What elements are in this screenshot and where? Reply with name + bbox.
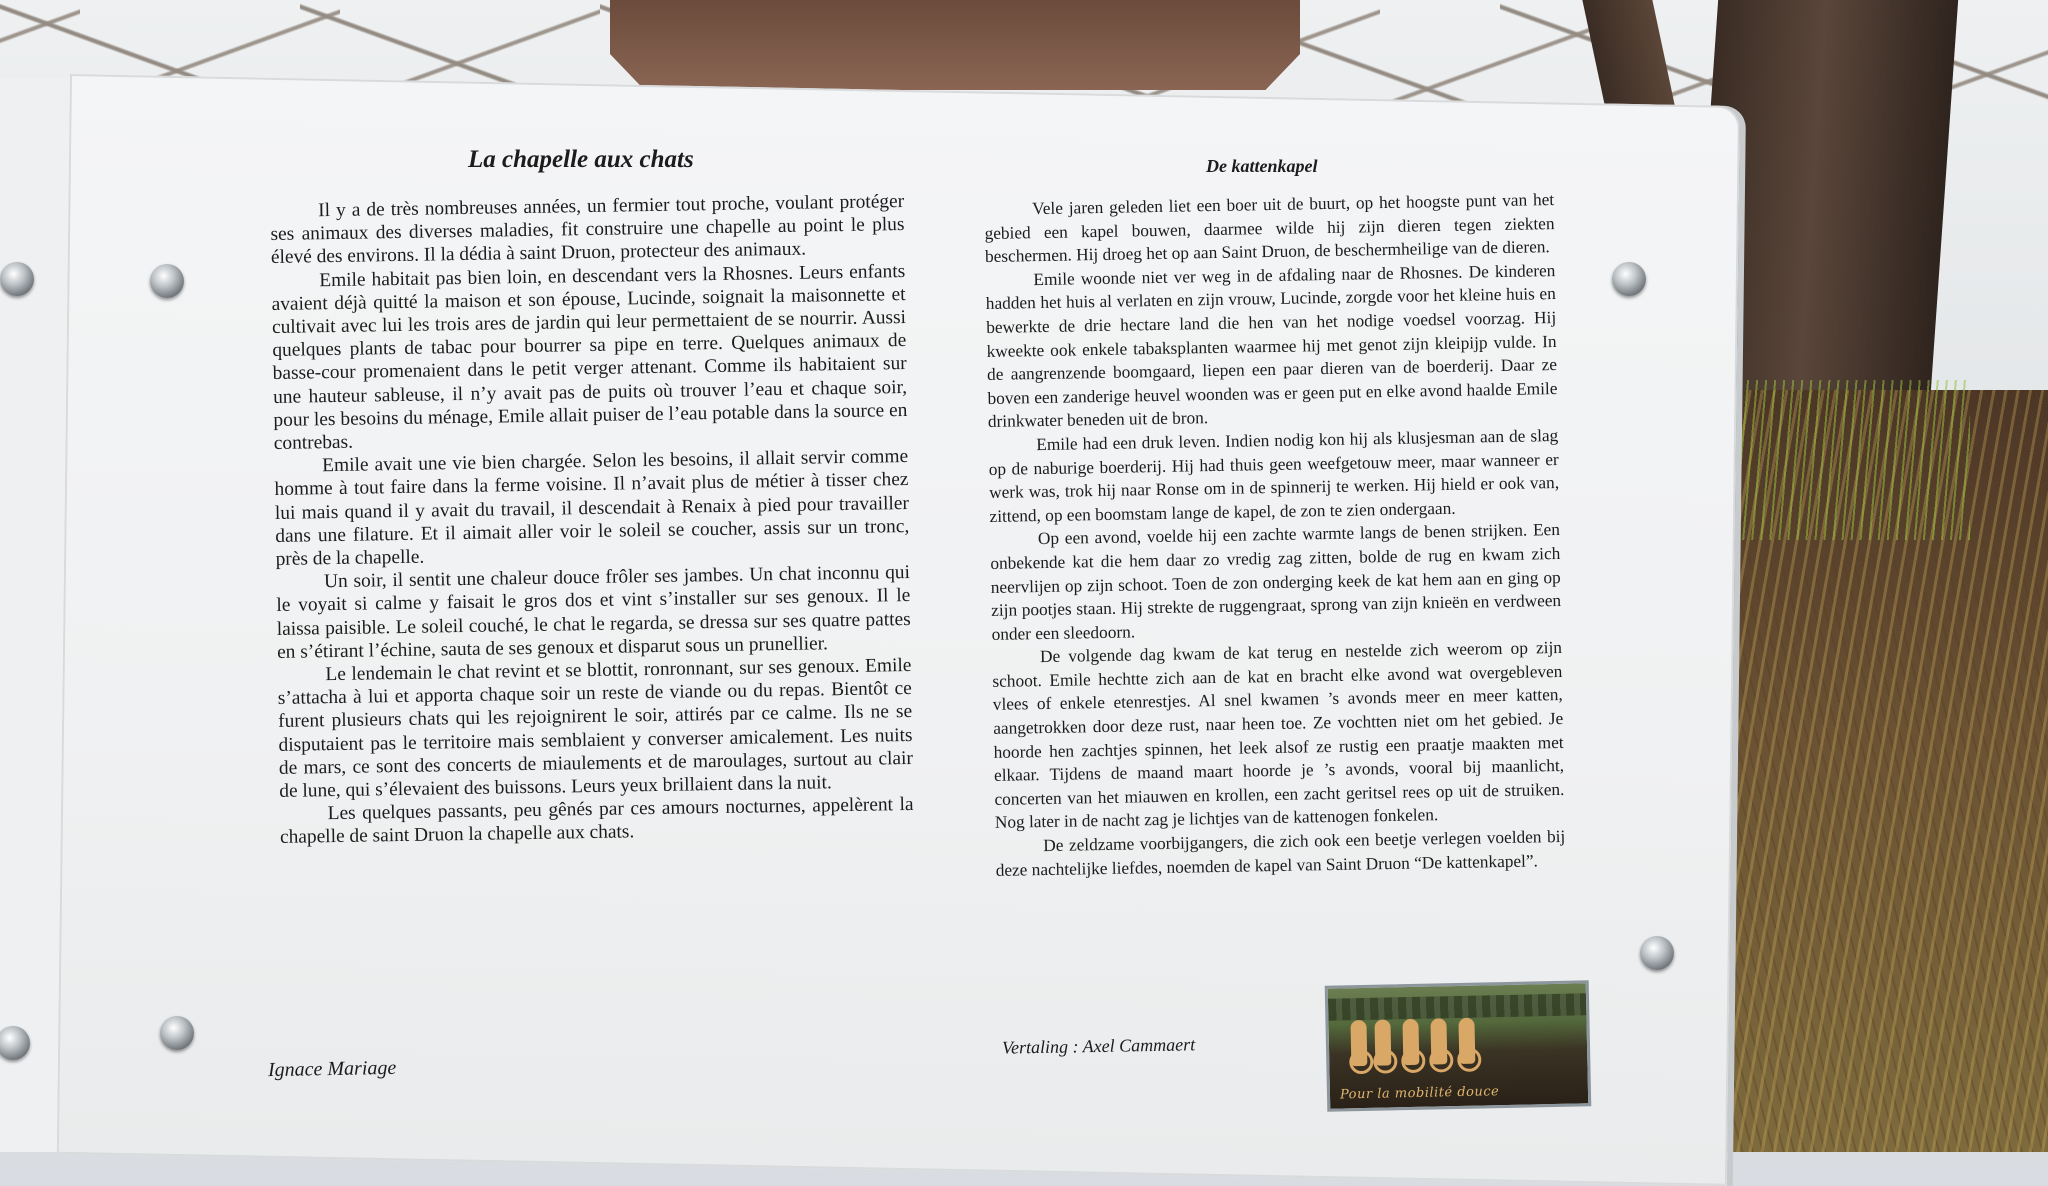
- dutch-paragraph: De volgende dag kwam de kat terug en nestelde zich weerom op zijn schoot. Emile hechtte zich aan de kat en bracht elke avond wat overgebleven vlees of enkele etenrestjes. Al snel kwamen ’s avonds meer en meer katten, aangetrokken door deze rust, naar heen toe. Ze vochtten niet om het gebied. Je hoorde hen zachtjes spinnen, het leek alsof ze rustig een praatje maakten met elkaar. Tijdens de maand maart hoorde je ’s avonds, vooral bij maanlicht, concerten van het miauwen en krollen, een zacht geritsel rees op uit de struiken. Nog later in de nacht zag je lichtjes van de kattenogen fonkelen.: [992, 638, 1565, 833]
- chapel-roof: [610, 0, 1300, 90]
- dutch-paragraph: Emile had een druk leven. Indien nodig kon hij als klusjesman aan de slag op de naburige boerderij. Hij had thuis geen weefgetouw meer, maar wanneer er werk was, trok hij naar Ronse om in de spinnerij te werken. Hij hield er ook van, zittend, op een boomstam lange de kapel, de zon te zien ondergaan.: [988, 425, 1560, 526]
- author-signature: Ignace Mariage: [267, 1056, 397, 1082]
- dutch-title: De kattenkapel: [1206, 156, 1318, 176]
- dutch-text: [984, 188, 1566, 882]
- translator-credit: Vertaling : Axel Cammaert: [1001, 1034, 1196, 1058]
- french-paragraph: Il y a de très nombreuses années, un fermier tout proche, voulant protéger ses animaux des diverses maladies, fit construire une chapelle au point le plus élevé des environs. Il la dédia à saint Druon, protecteur des animaux.: [270, 191, 905, 269]
- french-paragraph: Un soir, il sentit une chaleur douce frôler ses jambes. Un chat inconnu qui le voyait si calme y faisait le gros dos et vint s’installer sur ses genoux. Il le laissa paisible. Le soleil couché, le chat le regarda, se dressa sur ses quatre pattes en s’étirant l’échine, sauta de ses genoux et disparut sous un prunellier.: [276, 562, 911, 663]
- screw-icon: [1640, 936, 1674, 970]
- dutch-paragraph: Vele jaren geleden liet een boer uit de buurt, op het hoogste punt van het gebied een kapel bouwen, daarmee wilde hij zijn dieren tegen ziekten beschermen. Hij droeg het op aan Saint Druon, de beschermheilige van de dieren.: [984, 190, 1555, 267]
- dutch-paragraph: Op een avond, voelde hij een zachte warmte langs de benen strijken. Een onbekende kat die hem daar zo vredig zag zitten, bolde de rug en kwam zich neervlijen op zijn schoot. Toen de zon onderging keek de kat hem aan en ging op zijn pootjes staan. Hij strekte de ruggengraat, sprong van zijn knieën en verdween onder een sleedoorn.: [990, 520, 1562, 644]
- french-title: La chapelle aux chats: [468, 146, 694, 173]
- screw-icon: [0, 262, 34, 296]
- screw-icon: [160, 1016, 194, 1050]
- dutch-paragraph: De zeldzame voorbijgangers, die zich ook een beetje verlegen voelden bij deze nachtelijke liefdes, noemden de kapel van Saint Druon “De kattenkapel”.: [995, 826, 1566, 880]
- badge-caption: Pour la mobilité douce: [1339, 1084, 1500, 1103]
- wheel-icon: [1373, 1049, 1397, 1073]
- mobility-badge-image: [1325, 980, 1592, 1112]
- french-paragraph: Le lendemain le chat revint et se blottit, ronronnant, sur ses genoux. Emile s’attacha à lui et apporta chaque soir un reste de viande ou du repas. Bientôt ce furent plusieurs chats qui les rejoignirent le soir, attirés par ce calme. Ils ne se disputaient pas le territoire mais semblaient y converser amicalement. Les nuits de mars, ce sont des concerts de miaulements et de maroulages, surtout au clair de lune, qui s’élevaient des buissons. Leurs yeux brillaient dans la nuit.: [277, 655, 914, 803]
- dutch-paragraph: Emile woonde niet ver weg in de afdaling naar de Rhosnes. De kinderen hadden het huis al verlaten en zijn vrouw, Lucinde, zorgde voor het kleine huis en bewerkte de drie hectare land die hen van het nodige voedsel voorzag. Hij kweekte ook enkele tabaksplanten waarmee hij met genot zijn kleipijp vulde. In de aangrenzende boomgaard, liepen een paar dieren van de boerderij. Daar ze boven een zanderige heuvel woonden was er geen put en elke avond haalde Emile drinkwater beneden uit de bron.: [985, 260, 1558, 432]
- french-text: [270, 190, 914, 850]
- wheel-icon: [1401, 1049, 1425, 1073]
- wheel-icon: [1457, 1048, 1481, 1072]
- screw-icon: [150, 264, 184, 298]
- green-grass: [1720, 380, 1970, 540]
- french-paragraph: Emile avait une vie bien chargée. Selon les besoins, il allait servir comme homme à tout faire dans la ferme voisine. Il n’avait plus de métier à tisser chez lui mais quand il y avait du travail, il descendait à Renaix à pied pour travailler dans une filature. Et il aimait aller voir le soleil se coucher, assis sur un tronc, près de la chapelle.: [274, 446, 910, 571]
- french-paragraph: Les quelques passants, peu gênés par ces amours nocturnes, appelèrent la chapelle de saint Druon la chapelle aux chats.: [279, 794, 914, 849]
- wheel-icon: [1429, 1048, 1453, 1072]
- screw-icon: [1612, 262, 1646, 296]
- french-paragraph: Emile habitait pas bien loin, en descendant vers la Rhosnes. Leurs enfants avaient déjà quitté la maison et son épouse, Lucinde, soignait la maisonnette et cultivait avec lui les trois ares de jardin qui leur permettaient de se nourrir. Aussi quelques plants de tabac pour bourrer sa pipe en terre. Quelques animaux de basse-cour promenaient dans le petit verger attenant. Comme ils habitaient sur une hauteur sableuse, il n’y avait pas de puits où trouver l’eau et chaque soir, pour les besoins du ménage, Emile allait puiser de l’eau potable dans la source en contrebas.: [271, 260, 908, 454]
- wheel-icon: [1349, 1050, 1373, 1074]
- badge-treeline: [1328, 993, 1586, 1020]
